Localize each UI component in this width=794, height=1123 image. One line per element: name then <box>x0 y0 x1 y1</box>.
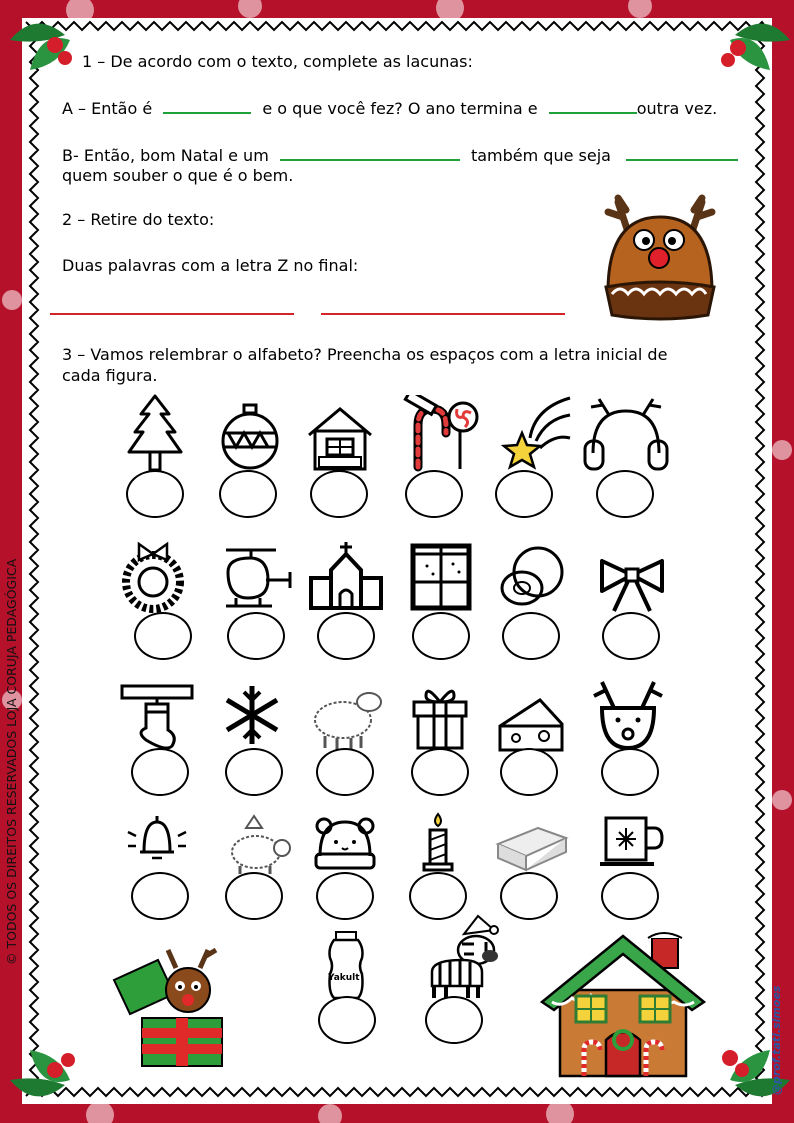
answer-circle-r3-6[interactable] <box>601 748 659 796</box>
snowflake-icon <box>222 684 282 746</box>
reindeer-headphones-icon <box>583 393 669 473</box>
answer-circle-r5-1[interactable] <box>318 996 376 1044</box>
gingerbread-house-icon <box>540 930 706 1080</box>
ornament-ball-icon <box>218 403 282 473</box>
christmas-tree-icon <box>125 393 185 473</box>
q1-b-part1: B- Então, bom Natal e um <box>62 146 269 165</box>
answer-circle-r2-6[interactable] <box>602 612 660 660</box>
answer-circle-r1-6[interactable] <box>596 470 654 518</box>
q2-answer-line-1[interactable] <box>50 313 294 315</box>
q3-title-line2: cada figura. <box>62 366 158 385</box>
answer-circle-r4-3[interactable] <box>316 872 374 920</box>
cheese-icon <box>496 696 566 754</box>
answer-circle-r1-4[interactable] <box>405 470 463 518</box>
zebra-icon <box>418 912 502 1004</box>
q2-answer-line-2[interactable] <box>321 313 565 315</box>
q1-b-blank1[interactable] <box>280 145 460 161</box>
turtle-icon <box>226 808 296 876</box>
answer-circle-r1-2[interactable] <box>219 470 277 518</box>
bell-icon <box>122 812 192 872</box>
answer-circle-r3-4[interactable] <box>411 748 469 796</box>
reindeer-head-icon <box>590 678 666 750</box>
answer-circle-r2-4[interactable] <box>412 612 470 660</box>
church-icon <box>307 540 385 612</box>
q1-title: 1 – De acordo com o texto, complete as lacunas: <box>82 52 473 71</box>
mug-icon <box>596 812 666 874</box>
gift-box-icon <box>410 684 470 750</box>
answer-circle-r3-1[interactable] <box>131 748 189 796</box>
q1-a-line <box>62 98 717 119</box>
shooting-star-icon <box>500 393 575 473</box>
answer-circle-r4-2[interactable] <box>225 872 283 920</box>
house-icon <box>305 403 375 473</box>
answer-circle-r3-2[interactable] <box>225 748 283 796</box>
yakult-label: Yakult <box>328 973 360 983</box>
q1-a-blank2[interactable] <box>549 98 637 114</box>
answer-circle-r1-1[interactable] <box>126 470 184 518</box>
answer-circle-r4-1[interactable] <box>131 872 189 920</box>
author-handle: @prof.tati.simoes <box>770 985 783 1095</box>
wafer-icon <box>494 824 570 872</box>
q1-b-line2: quem souber o que é o bem. <box>62 166 294 185</box>
q1-a-part2: e o que você fez? O ano termina e <box>262 99 538 118</box>
bear-beanie-icon <box>312 816 378 872</box>
answer-circle-r3-3[interactable] <box>316 748 374 796</box>
copyright-vertical-text: © TODOS OS DIREITOS RESERVADOS LOJA CORUJA PEDAGÓGICA <box>4 558 19 965</box>
answer-circle-r3-5[interactable] <box>500 748 558 796</box>
answer-circle-r2-2[interactable] <box>227 612 285 660</box>
sheep-icon <box>307 680 387 752</box>
q2-prompt: Duas palavras com a letra Z no final: <box>62 256 359 275</box>
answer-circle-r2-5[interactable] <box>502 612 560 660</box>
q1-b-blank2[interactable] <box>626 145 738 161</box>
kiwi-fruit-icon <box>498 542 568 612</box>
reindeer-gift-icon <box>110 940 226 1070</box>
q1-b-line <box>62 145 738 166</box>
candy-cane-lollipop-icon <box>400 395 480 473</box>
q3-title-line1: 3 – Vamos relembrar o alfabeto? Preencha os espaços com a letra inicial de <box>62 345 668 364</box>
helicopter-icon <box>220 542 298 614</box>
q1-a-part1: A – Então é <box>62 99 153 118</box>
q1-a-blank1[interactable] <box>163 98 251 114</box>
q1-a-part3: outra vez. <box>636 99 718 118</box>
q1-b-part2: também que seja <box>470 146 611 165</box>
answer-circle-r1-3[interactable] <box>310 470 368 518</box>
yakult-bottle-icon <box>322 930 370 1000</box>
answer-circle-r2-3[interactable] <box>317 612 375 660</box>
answer-circle-r2-1[interactable] <box>134 612 192 660</box>
window-icon <box>409 542 473 612</box>
reindeer-cupcake-icon <box>598 192 722 322</box>
answer-circle-r5-2[interactable] <box>425 996 483 1044</box>
q2-title: 2 – Retire do texto: <box>62 210 215 229</box>
candle-icon <box>420 812 456 874</box>
answer-circle-r4-6[interactable] <box>601 872 659 920</box>
answer-circle-r1-5[interactable] <box>495 470 553 518</box>
bow-icon <box>596 555 668 615</box>
answer-circle-r4-5[interactable] <box>500 872 558 920</box>
stocking-icon <box>120 684 194 752</box>
wreath-icon <box>118 540 188 615</box>
